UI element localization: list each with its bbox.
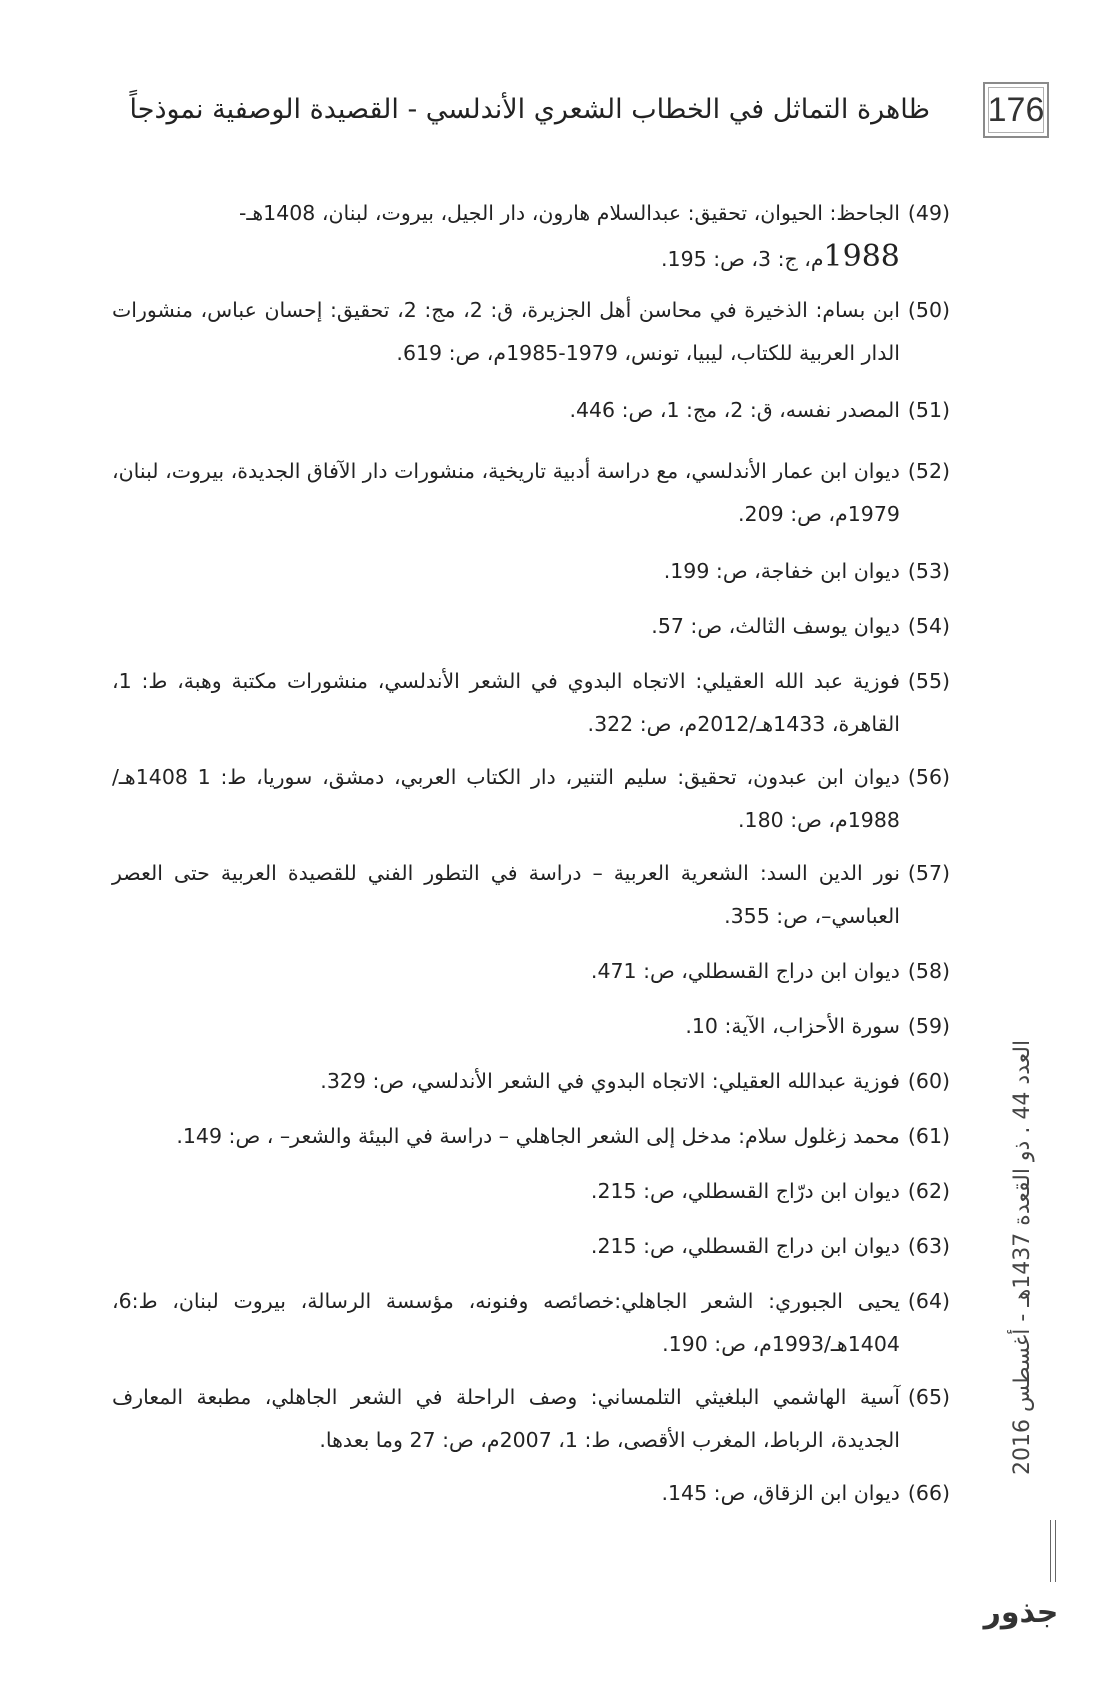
footnote-text: ديوان يوسف الثالث، ص: 57. [651,614,900,638]
footnote-number: (64) [907,1289,950,1313]
issue-info-vertical: العدد 44 . ذو القعدة 1437هـ - أغسطس 2016 [1010,1040,1035,1476]
footnote-item [112,1376,950,1462]
footnote-number: (50) [907,298,950,322]
footnote-number: (60) [907,1069,950,1093]
footnote-number: (59) [907,1014,950,1038]
footnote-item [112,852,950,938]
footnote-number: (56) [907,765,950,789]
footnote-number: (66) [907,1481,950,1505]
footnote-item [112,289,950,375]
footnote-text: ديوان ابن عمار الأندلسي، مع دراسة أدبية تاريخية، منشورات دار الآفاق الجديدة، بيروت، لبنان، 1979م، ص: 209. [112,459,900,526]
footnote-number: (54) [907,614,950,638]
footnote-text: ديوان ابن خفاجة، ص: 199. [663,559,900,583]
footnote-text: آسية الهاشمي البلغيثي التلمساني: وصف الراحلة في الشعر الجاهلي، مطبعة المعارف الجديدة، الرباط، المغرب الأقصى، ط: 1، 2007م، ص: 27 وما بعدها. [112,1385,900,1452]
page-number: 176 [983,82,1049,138]
footnote-text: ديوان ابن عبدون، تحقيق: سليم التنير، دار الكتاب العربي، دمشق، سوريا، ط: 1 1408هـ/ 1988م، ص: 180. [112,765,900,832]
footnote-text: سورة الأحزاب، الآية: 10. [685,1014,900,1038]
footnote-number: (53) [907,559,950,583]
journal-logo: جذور [983,1595,1059,1630]
footnote-text: الجاحظ: الحيوان، تحقيق: عبدالسلام هارون، دار الجيل، بيروت، لبنان، 1408هـ- 1988م، ج: 3، ص: 195. [238,201,900,274]
footnote-number: (63) [907,1234,950,1258]
footnote-item [112,1170,950,1213]
side-divider [1050,1520,1056,1582]
footnote-number: (52) [907,459,950,483]
footnote-item [112,550,950,593]
footnote-number: (58) [907,959,950,983]
footnote-item [112,756,950,842]
footnote-text: يحيى الجبوري: الشعر الجاهلي:خصائصه وفنونه، مؤسسة الرسالة، بيروت لبنان، ط:6، 1404هـ/1993م، ص: 190. [112,1289,900,1356]
footnote-text: فوزية عبدالله العقيلي: الاتجاه البدوي في الشعر الأندلسي، ص: 329. [320,1069,900,1093]
footnote-text: نور الدين السد: الشعرية العربية – دراسة في التطور الفني للقصيدة العربية حتى العصر العباسي–، ص: 355. [112,861,900,928]
footnote-number: (62) [907,1179,950,1203]
footnote-number: (61) [907,1124,950,1148]
footnote-number: (51) [907,398,950,422]
footnote-text: محمد زغلول سلام: مدخل إلى الشعر الجاهلي – دراسة في البيئة والشعر– ، ص: 149. [176,1124,900,1148]
footnote-item [112,389,950,432]
footnote-number: (57) [907,861,950,885]
footnote-number: (65) [907,1385,950,1409]
footnote-year: 1988 [823,239,900,274]
footnote-item [112,1005,950,1048]
footnote-text: ديوان ابن الزقاق، ص: 145. [661,1481,900,1505]
footnote-number: (49) [907,201,950,225]
footnote-item [112,1280,950,1366]
footnote-item [112,192,950,281]
footnote-item [112,1115,950,1158]
footnote-item [112,605,950,648]
footnote-text: المصدر نفسه، ق: 2، مج: 1، ص: 446. [569,398,900,422]
footnote-item [112,660,950,746]
footnotes-list [112,192,950,1515]
footnote-number: (55) [907,669,950,693]
footnote-text: ابن بسام: الذخيرة في محاسن أهل الجزيرة، ق: 2، مج: 2، تحقيق: إحسان عباس، منشورات الدار العربية للكتاب، ليبيا، تونس، 1979-1985م، ص: 619. [112,298,900,365]
footnote-item [112,950,950,993]
footnote-text: ديوان ابن دراج القسطلي، ص: 215. [590,1234,900,1258]
footnote-item [112,1060,950,1103]
footnote-text: ديوان ابن درّاج القسطلي، ص: 215. [590,1179,900,1203]
running-header-title: ظاهرة التماثل في الخطاب الشعري الأندلسي - القصيدة الوصفية نموذجاً [129,94,930,125]
footnote-item [112,1472,950,1515]
footnote-item [112,1225,950,1268]
footnote-text: فوزية عبد الله العقيلي: الاتجاه البدوي في الشعر الأندلسي، منشورات مكتبة وهبة، ط: 1، القاهرة، 1433هـ/2012م، ص: 322. [112,669,900,736]
footnote-item [112,450,950,536]
footnote-text: ديوان ابن دراج القسطلي، ص: 471. [590,959,900,983]
